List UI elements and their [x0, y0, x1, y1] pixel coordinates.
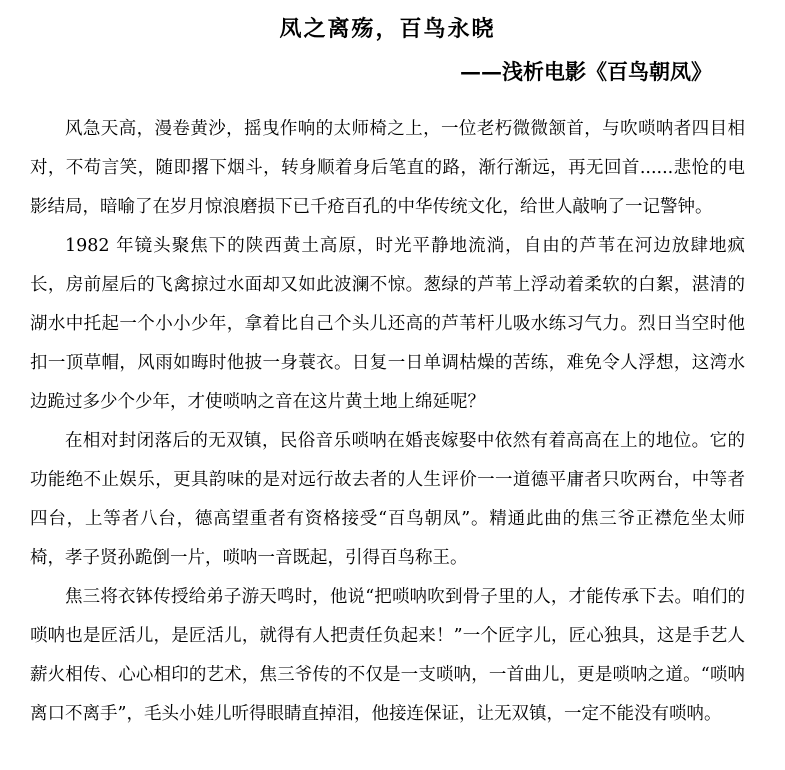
paragraph: 1982 年镜头聚焦下的陕西黄土高原，时光平静地流淌，自由的芦苇在河边放肆地疯长，房前屋后的飞禽掠过水面却又如此波澜不惊。葱绿的芦苇上浮动着柔软的白絮，湛清的湖水中托起一个小小少年，拿着比自己个头儿还高的芦苇杆儿吸水练习气力。烈日当空时他扣一顶草帽，风雨如晦时他披一身蓑衣。日复一日单调枯燥的苦练，难免令人浮想，这湾水边跪过多少个少年，才使唢呐之音在这片黄土地上绵延呢？ — [30, 236, 745, 412]
essay-subtitle: ——浅析电影《百鸟朝凤》 — [460, 59, 712, 84]
paragraph: 风急天高，漫卷黄沙，摇曳作响的太师椅之上，一位老朽微微颔首，与吹唢呐者四目相对，不苟言笑，随即撂下烟斗，转身顺着身后笔直的路，渐行渐远，再无回首......悲怆的电影结局，暗喻了在岁月惊浪磨损下已千疮百孔的中华传统文化，给世人敲响了一记警钟。 — [30, 119, 745, 217]
paragraph: 焦三将衣钵传授给弟子游天鸣时，他说“把唢呐吹到骨子里的人，才能传承下去。咱们的唢呐也是匠活儿，是匠活儿，就得有人把责任负起来！”一个匠字儿，匠心独具，这是手艺人薪火相传、心心相印的艺术，焦三爷传的不仅是一支唢呐，一首曲儿，更是唢呐之道。“唢呐离口不离手”，毛头小娃儿听得眼睛直掉泪，他接连保证，让无双镇，一定不能没有唢呐。 — [30, 587, 745, 724]
essay-title: 凤之离殇，百鸟永晓 — [279, 16, 496, 42]
essay-body — [30, 110, 745, 734]
paragraph: 在相对封闭落后的无双镇，民俗音乐唢呐在婚丧嫁娶中依然有着高高在上的地位。它的功能绝不止娱乐，更具韵味的是对远行故去者的人生评价一一道德平庸者只吹两台，中等者四台，上等者八台，德高望重者有资格接受“百鸟朝凤”。精通此曲的焦三爷正襟危坐太师椅，孝子贤孙跪倒一片，唢呐一音既起，引得百鸟称王。 — [30, 431, 745, 568]
